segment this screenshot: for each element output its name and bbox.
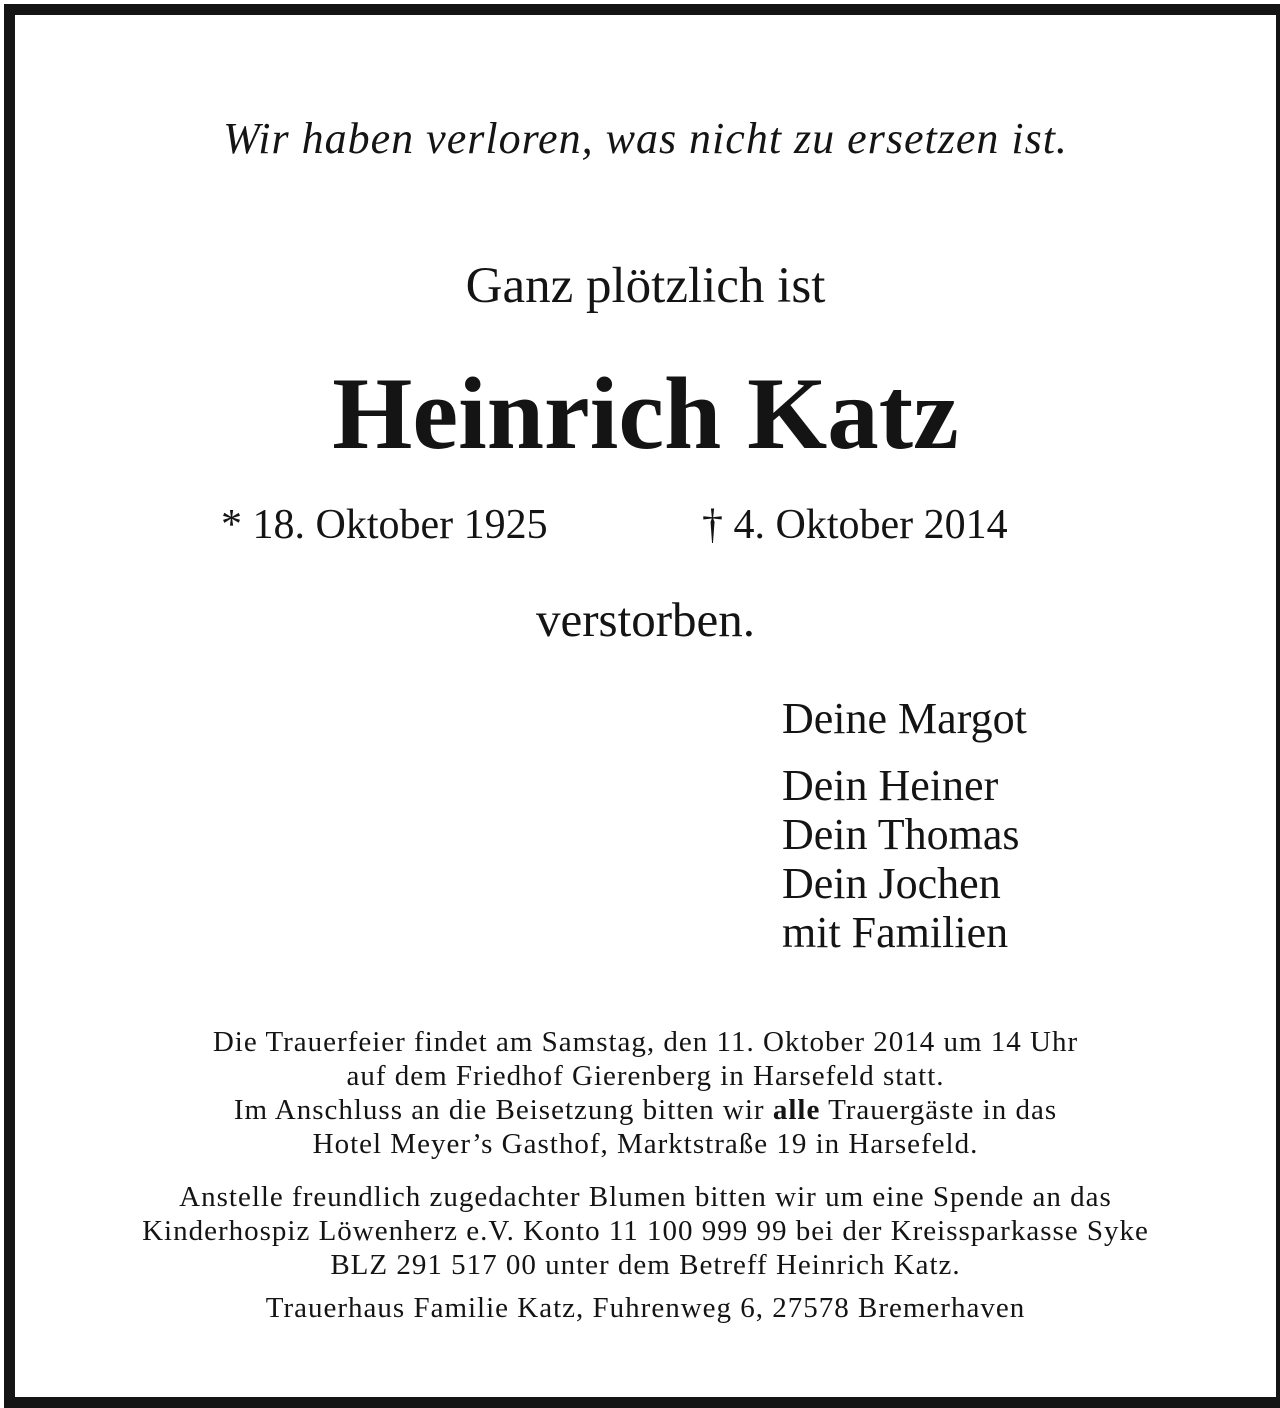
birth-date: * 18. Oktober 1925 — [221, 502, 548, 548]
intro-text: Ganz plötzlich ist — [465, 258, 826, 314]
ceremony-line — [15, 1093, 1276, 1127]
ceremony-line: Hotel Meyer’s Gasthof, Marktstraße 19 in Harsefeld. — [312, 1128, 979, 1160]
obituary-frame — [4, 4, 1280, 1408]
death-date: † 4. Oktober 2014 — [702, 502, 1008, 548]
signer-child: Dein Jochen — [782, 859, 1001, 908]
ceremony-line: auf dem Friedhof Gierenberg in Harsefeld statt. — [346, 1060, 945, 1092]
signer-spouse: Deine Margot — [782, 694, 1027, 743]
motto: Wir haben verloren, was nicht zu ersetzen ist. — [223, 114, 1068, 163]
signer-child: Dein Thomas — [782, 810, 1020, 859]
donation-notice — [15, 1180, 1276, 1282]
ceremony-line-start: Im Anschluss an die Beisetzung bitten wir — [233, 1094, 773, 1126]
signer-families: mit Familien — [782, 908, 1009, 957]
ceremony-emphasis: alle — [772, 1094, 821, 1126]
mourning-house-address: Trauerhaus Familie Katz, Fuhrenweg 6, 27578 Bremerhaven — [265, 1292, 1026, 1324]
signer-child: Dein Heiner — [782, 761, 999, 810]
signers — [782, 694, 1027, 957]
passed-text: verstorben. — [535, 592, 756, 647]
ceremony-line-end: Trauergäste in das — [820, 1094, 1058, 1126]
donation-line: Anstelle freundlich zugedachter Blumen bitten wir um eine Spende an das — [179, 1181, 1112, 1213]
ceremony-line: Die Trauerfeier findet am Samstag, den 11. Oktober 2014 um 14 Uhr — [212, 1026, 1079, 1058]
deceased-name: Heinrich Katz — [332, 357, 959, 471]
ceremony-notice — [15, 1025, 1276, 1161]
donation-line: Kinderhospiz Löwenherz e.V. Konto 11 100 999 99 bei der Kreissparkasse Syke — [142, 1215, 1149, 1247]
donation-line: BLZ 291 517 00 unter dem Betreff Heinrich Katz. — [330, 1249, 961, 1281]
